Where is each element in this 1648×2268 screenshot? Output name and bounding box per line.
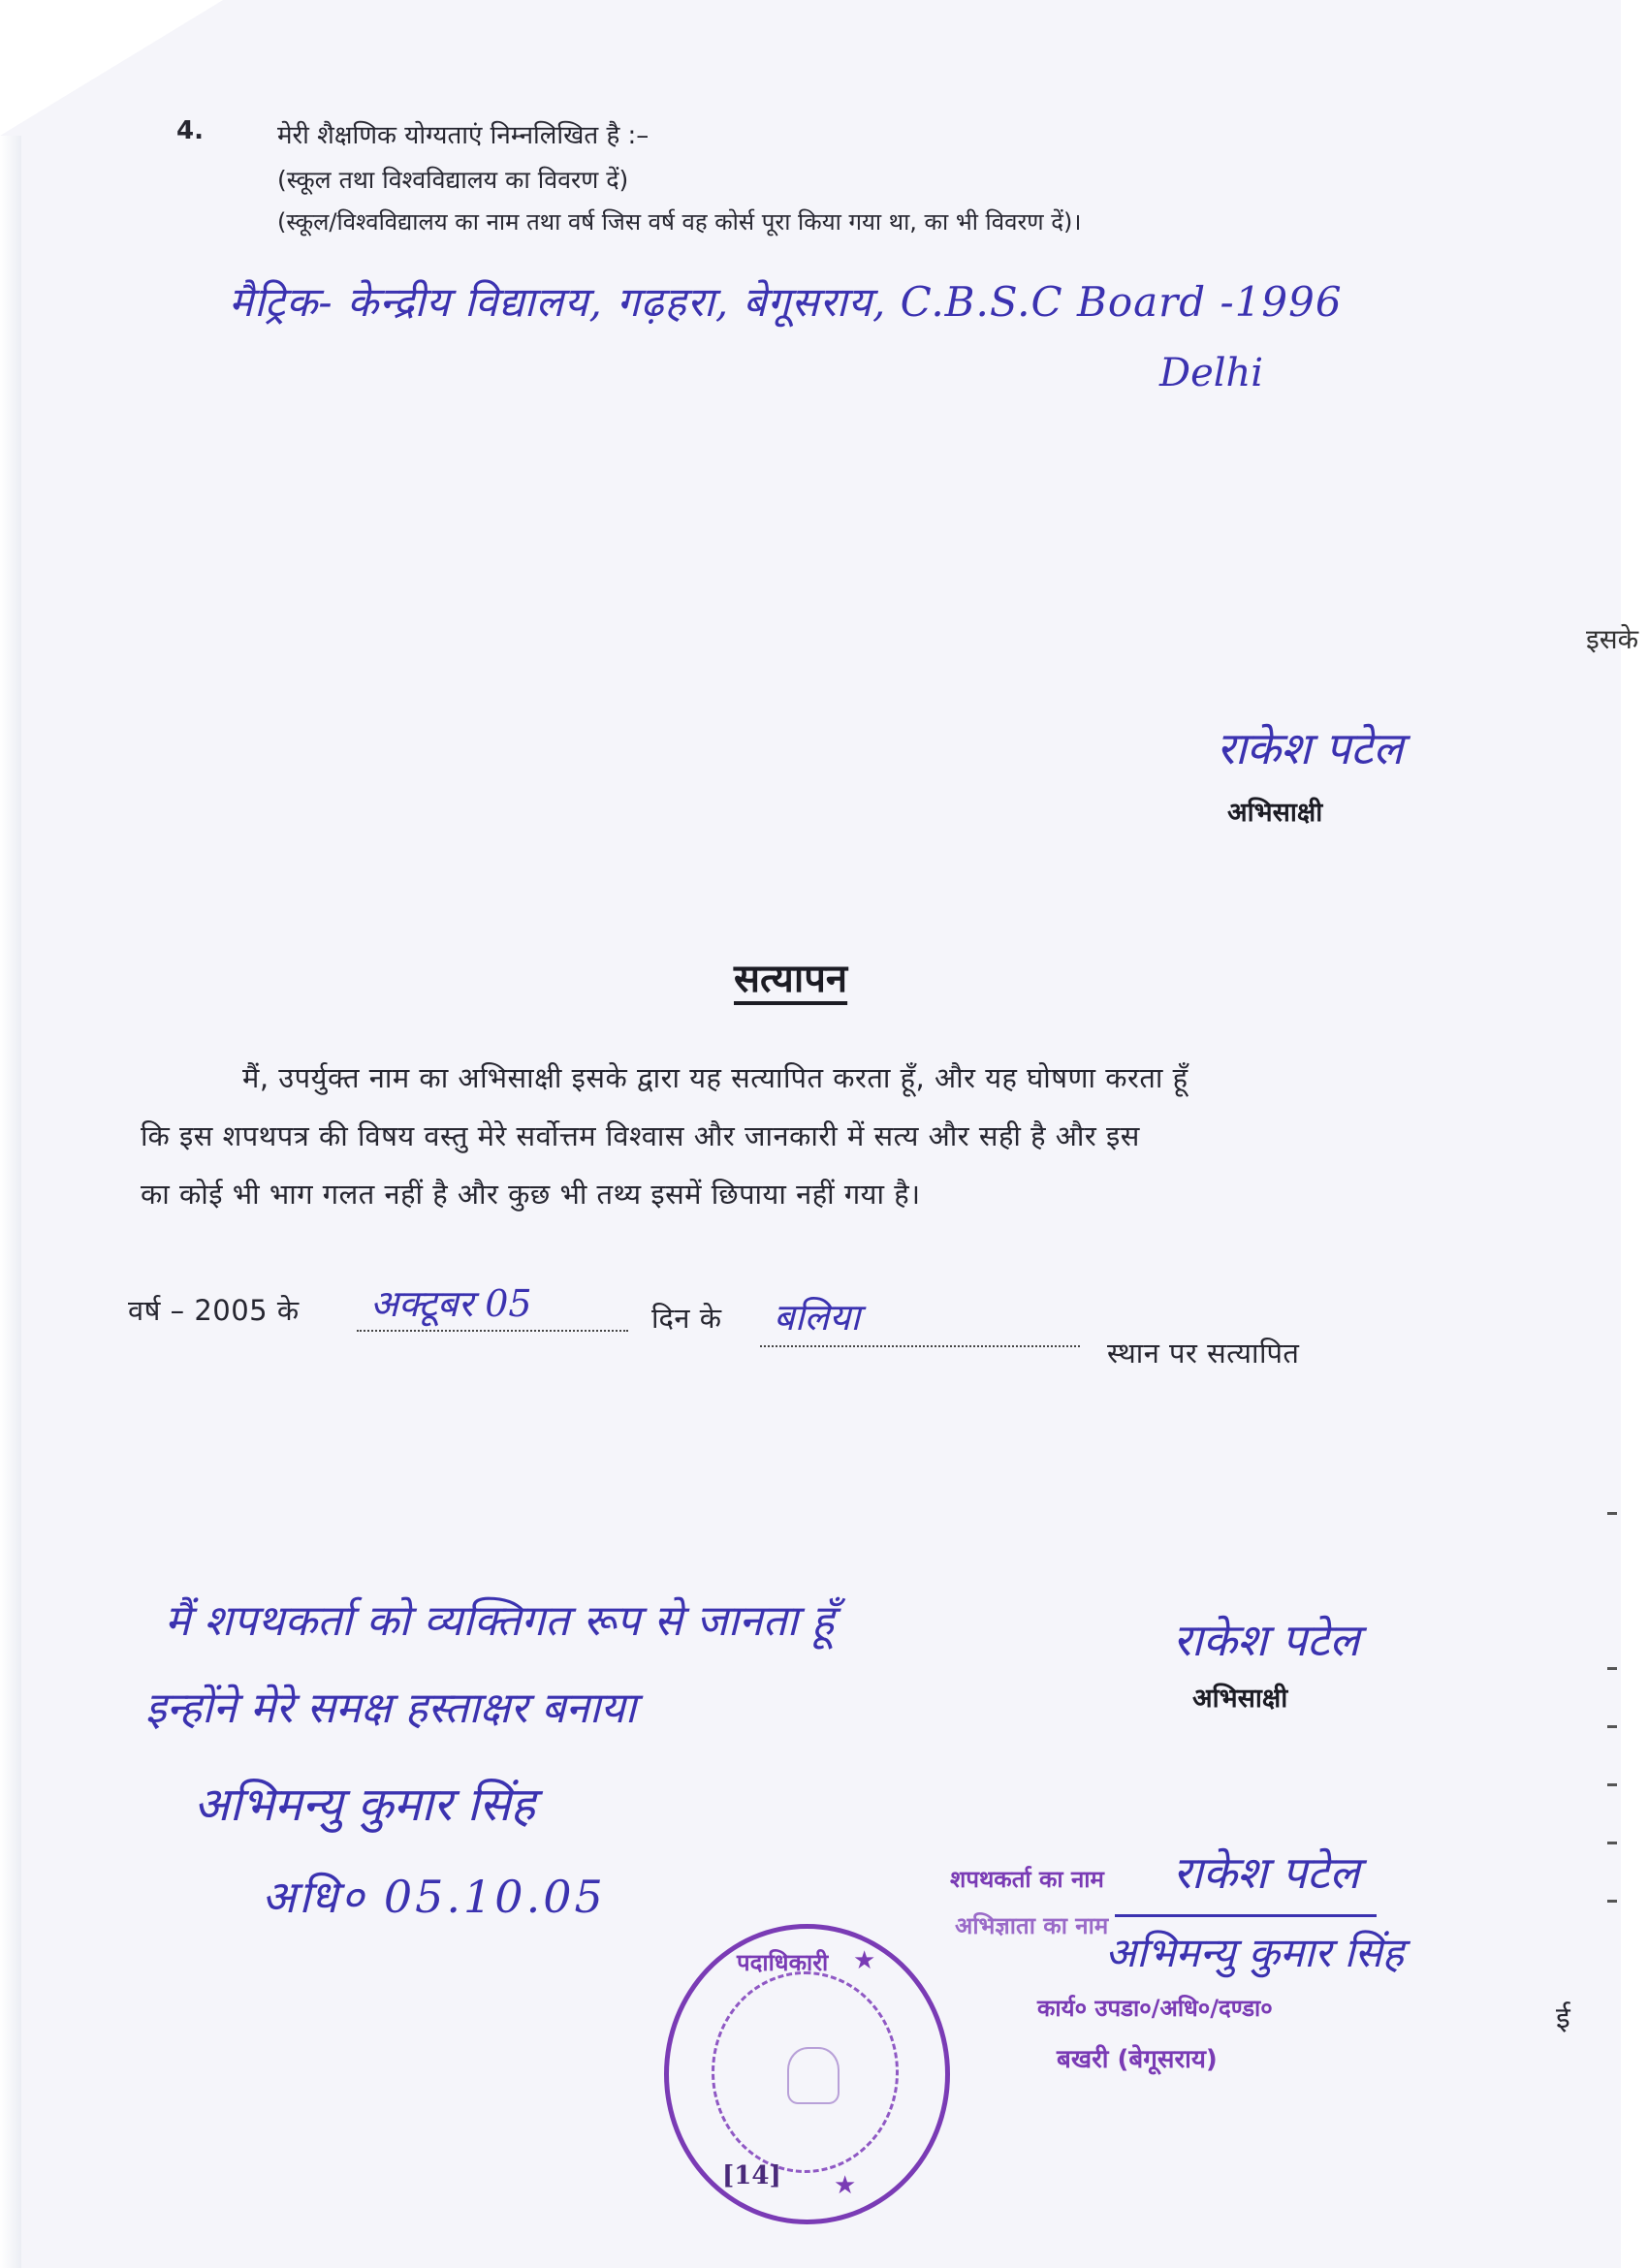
item-note-2: (स्कूल/विश्वविद्यालय का नाम तथा वर्ष जिस वर्ष वह कोर्स पूरा किया गया था, का भी विवरण दें)। [277,208,1082,236]
verification-line-1: मैं, उपर्युक्त नाम का अभिसाक्षी इसके द्वारा यह सत्यापित करता हूँ, और यह घोषणा करता हूँ [242,1061,1188,1094]
stamp-identifier-label: अभिज्ञाता का नाम [955,1912,1109,1939]
stamp-place-line: बखरी (बेगूसराय) [1057,2045,1218,2074]
verification-line-2: कि इस शपथपत्र की विषय वस्तु मेरे सर्वोत्तम विश्वास और जानकारी में सत्य और सही है और इस [141,1119,1140,1152]
place-blank-line [760,1345,1080,1347]
paper-edge-right [1621,0,1648,2268]
stamp-identifier-signature: अभिमन्यु कुमार सिंह [1105,1929,1405,1976]
edge-tick [1607,1512,1617,1515]
edge-tick [1607,1842,1617,1844]
deponent-signature-2: राकेश पटेल [1173,1614,1360,1666]
advocate-note-line-4: अधि० 05.10.05 [262,1871,606,1923]
handwritten-place: बलिया [774,1296,861,1339]
item-number: 4. [176,116,204,145]
seal-star-icon: ★ [853,1946,876,1975]
year-prefix: वर्ष – 2005 के [128,1294,300,1327]
advocate-note-line-1: मैं शपथकर्ता को व्यक्तिगत रूप से जानता हूँ [165,1596,835,1646]
handwritten-qualification: मैट्रिक- केन्द्रीय विद्यालय, गढ़हरा, बेगूसराय, C.B.S.C Board -1996 [229,278,1343,326]
day-label: दिन के [651,1302,722,1335]
handwritten-board-city: Delhi [1159,351,1264,395]
seal-emblem-icon [787,2047,840,2104]
seal-star-icon: ★ [834,2171,857,2200]
stamp-deponent-name: राकेश पटेल [1173,1846,1360,1899]
deponent-signature: राकेश पटेल [1217,722,1404,774]
margin-fragment: इसके [1586,623,1639,655]
verification-title: सत्यापन [734,957,848,1001]
stamp-office-line: कार्य० उपडा०/अधि०/दण्डा० [1037,1995,1273,2022]
stamp-deponent-label: शपथकर्ता का नाम [950,1866,1104,1893]
edge-tick [1607,1900,1617,1903]
item-heading: मेरी शैक्षणिक योग्यताएं निम्नलिखित है :– [277,121,650,150]
deponent-label: अभिसाक्षी [1227,798,1323,828]
trailing-mark: ई [1556,2001,1570,2035]
edge-tick [1607,1725,1617,1728]
folded-corner [0,0,223,136]
item-note-1: (स्कूल तथा विश्वविद्यालय का विवरण दें) [277,166,629,194]
advocate-note-line-3: अभिमन्यु कुमार सिंह [194,1778,536,1832]
seal-inner-ring [712,1971,899,2173]
seal-top-text: पदाधिकारी [737,1949,829,1976]
official-seal [664,1924,950,2224]
verification-line-3: का कोई भी भाग गलत नहीं है और कुछ भी तथ्य इसमें छिपाया नहीं गया है। [141,1178,921,1211]
edge-tick [1607,1783,1617,1786]
deponent-label-2: अभिसाक्षी [1192,1684,1288,1714]
seal-number: [14] [722,2161,781,2190]
stamp-name-underline [1115,1914,1377,1917]
edge-tick [1607,1667,1617,1670]
advocate-note-line-2: इन्होंने मेरे समक्ष हस्ताक्षर बनाया [145,1684,637,1733]
date-blank-line [357,1330,628,1332]
paper-edge-left [0,136,21,2268]
handwritten-date: अक्टूबर 05 [370,1282,532,1325]
place-suffix: स्थान पर सत्यापित [1107,1337,1300,1370]
